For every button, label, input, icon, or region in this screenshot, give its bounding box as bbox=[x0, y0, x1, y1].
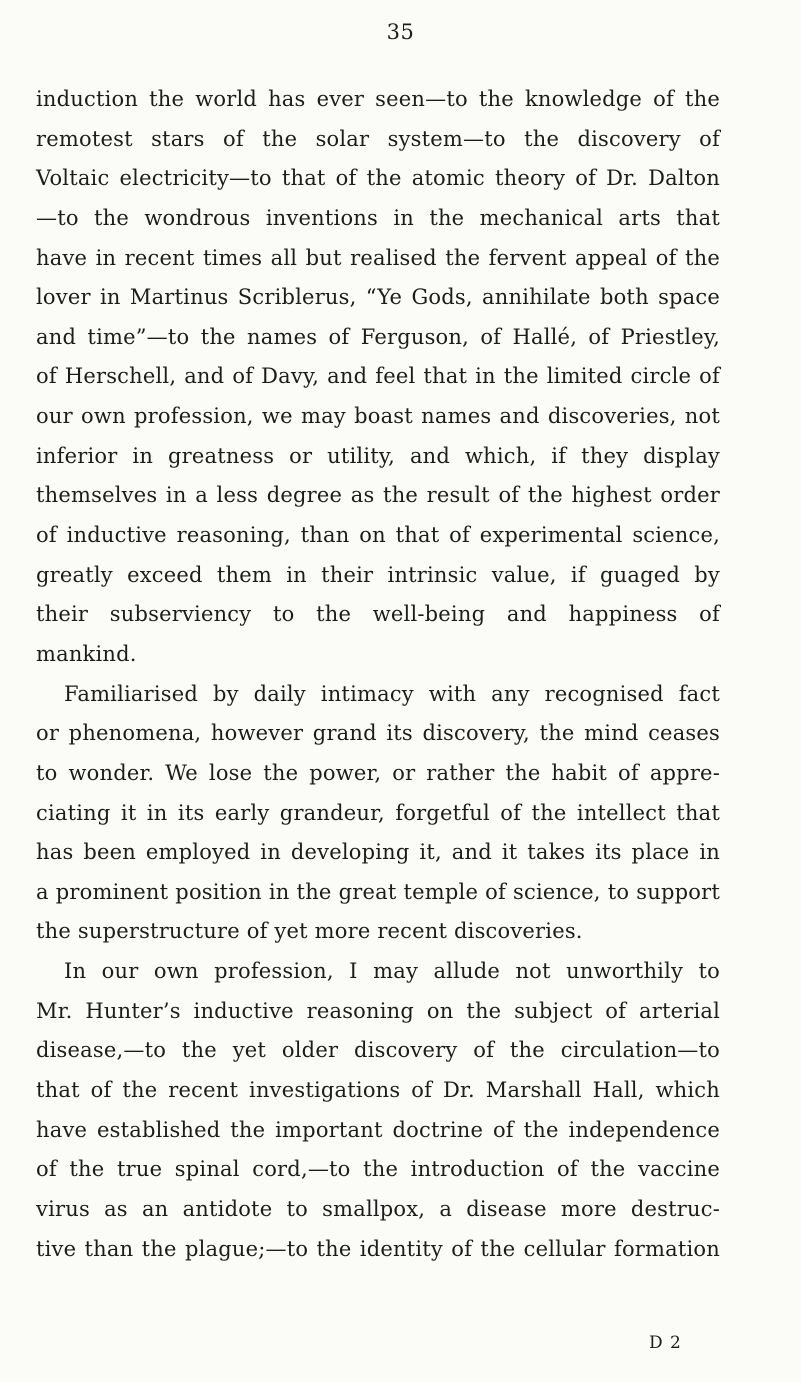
text-line: In our own profession, I may allude not unworthily to bbox=[64, 959, 720, 984]
text-line: that of the recent investigations of Dr. Marshall Hall, which bbox=[36, 1078, 720, 1103]
text-line: Familiarised by daily intimacy with any recognised fact bbox=[64, 681, 720, 706]
text-line: Mr. Hunter’s inductive reasoning on the subject of arterial bbox=[36, 998, 720, 1023]
text-line: or phenomena, however grand its discovery, the mind ceases bbox=[36, 721, 720, 746]
text-line: and time”—to the names of Ferguson, of Hallé, of Priestley, bbox=[36, 324, 720, 349]
text-line: Voltaic electricity—to that of the atomic theory of Dr. Dalton bbox=[36, 166, 720, 191]
text-line: have in recent times all but realised the fervent appeal of the bbox=[36, 245, 720, 270]
signature-mark: D 2 bbox=[649, 1333, 682, 1353]
page-number: 35 bbox=[386, 20, 415, 44]
text-line: lover in Martinus Scriblerus, “Ye Gods, annihilate both space bbox=[36, 285, 720, 310]
text-line: remotest stars of the solar system—to the discovery of bbox=[36, 126, 720, 151]
text-line: has been employed in developing it, and it takes its place in bbox=[36, 840, 720, 865]
text-line: to wonder. We lose the power, or rather the habit of appre- bbox=[36, 760, 720, 785]
text-line: the superstructure of yet more recent discoveries. bbox=[36, 919, 583, 944]
text-line: disease,—to the yet older discovery of the circulation—to bbox=[36, 1038, 720, 1063]
text-line: of inductive reasoning, than on that of experimental science, bbox=[36, 523, 720, 548]
text-line: our own profession, we may boast names and discoveries, not bbox=[36, 404, 720, 429]
text-line: their subserviency to the well-being and happiness of bbox=[36, 602, 720, 627]
text-line: mankind. bbox=[36, 641, 137, 666]
text-line: inferior in greatness or utility, and which, if they display bbox=[36, 443, 720, 468]
body-text bbox=[36, 80, 720, 1269]
text-line: induction the world has ever seen—to the knowledge of the bbox=[36, 87, 720, 111]
text-line: ciating it in its early grandeur, forgetful of the intellect that bbox=[36, 800, 720, 825]
text-line: themselves in a less degree as the result of the highest order bbox=[36, 483, 720, 508]
text-line: of the true spinal cord,—to the introduction of the vaccine bbox=[36, 1157, 720, 1182]
text-line: have established the important doctrine of the independence bbox=[36, 1117, 720, 1142]
text-line: —to the wondrous inventions in the mechanical arts that bbox=[36, 205, 720, 230]
text-line: virus as an antidote to smallpox, a disease more destruc- bbox=[36, 1196, 720, 1221]
text-line: tive than the plague;—to the identity of the cellular formation bbox=[36, 1236, 720, 1261]
text-line: greatly exceed them in their intrinsic value, if guaged by bbox=[36, 562, 720, 587]
text-line: of Herschell, and of Davy, and feel that in the limited circle of bbox=[36, 364, 720, 389]
text-line: a prominent position in the great temple of science, to support bbox=[36, 879, 720, 904]
